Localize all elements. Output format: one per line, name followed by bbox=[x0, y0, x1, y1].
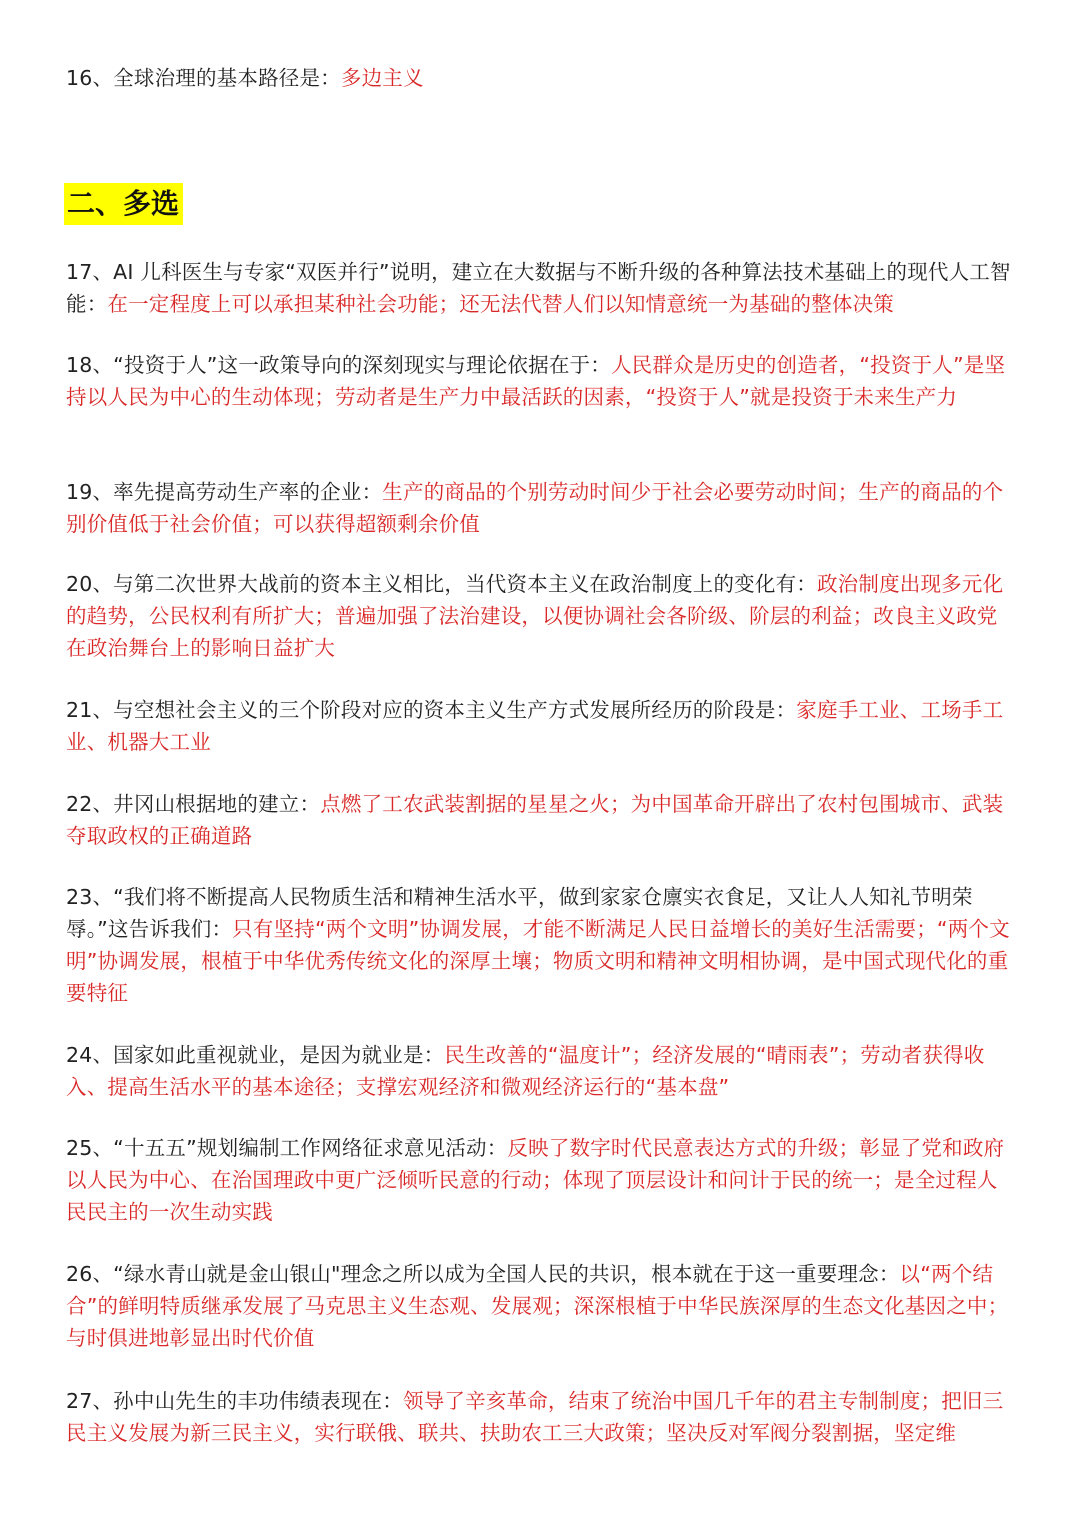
question-item-18 bbox=[66, 349, 1016, 413]
question-item-20 bbox=[66, 568, 1016, 664]
question-item-27 bbox=[66, 1385, 1016, 1449]
question-item-22 bbox=[66, 788, 1016, 852]
answer-text: 以“两个结合”的鲜明特质继承发展了马克思主义生态观、发展观；深深根植于中华民族深厚的生态文化基因之中；与时俱进地彰显出时代价值 bbox=[66, 1262, 1009, 1350]
question-text: 17、AI 儿科医生与专家“双医并行”说明，建立在大数据与不断升级的各种算法技术基础上的现代人工智能： bbox=[66, 260, 1011, 316]
question-text: 16、全球治理的基本路径是： bbox=[66, 66, 341, 90]
question-text: 20、与第二次世界大战前的资本主义相比，当代资本主义在政治制度上的变化有： bbox=[66, 572, 817, 596]
question-text: 22、井冈山根据地的建立： bbox=[66, 792, 321, 816]
question-text: 18、“投资于人”这一政策导向的深刻现实与理论依据在于： bbox=[66, 353, 611, 377]
section-heading: 二、多选 bbox=[64, 183, 183, 225]
question-item-16 bbox=[66, 62, 1016, 94]
question-text: 23、“我们将不断提高人民物质生活和精神生活水平，做到家家仓廪实衣食足，又让人人知礼节明荣辱。”这告诉我们： bbox=[66, 885, 973, 941]
question-text: 19、率先提高劳动生产率的企业： bbox=[66, 480, 383, 504]
answer-text: 生产的商品的个别劳动时间少于社会必要劳动时间；生产的商品的个别价值低于社会价值；可以获得超额剩余价值 bbox=[66, 480, 1004, 536]
answer-text: 只有坚持“两个文明”协调发展，才能不断满足人民日益增长的美好生活需要；“两个文明”协调发展，根植于中华优秀传统文化的深厚土壤；物质文明和精神文明相协调，是中国式现代化的重要特征 bbox=[66, 917, 1010, 1005]
answer-text: 点燃了工农武装割据的星星之火；为中国革命开辟出了农村包围城市、武装夺取政权的正确道路 bbox=[66, 792, 1004, 848]
question-item-19 bbox=[66, 476, 1016, 540]
question-item-17 bbox=[66, 256, 1016, 320]
question-item-21 bbox=[66, 694, 1016, 758]
answer-text: 反映了数字时代民意表达方式的升级；彰显了党和政府以人民为中心、在治国理政中更广泛倾听民意的行动；体现了顶层设计和问计于民的统一；是全过程人民民主的一次生动实践 bbox=[66, 1136, 1005, 1224]
question-text: 24、国家如此重视就业，是因为就业是： bbox=[66, 1043, 445, 1067]
question-item-24 bbox=[66, 1039, 1016, 1103]
answer-text: 家庭手工业、工场手工业、机器大工业 bbox=[66, 698, 1004, 754]
answer-text: 民生改善的“温度计”；经济发展的“晴雨表”；劳动者获得收入、提高生活水平的基本途径；支撑宏观经济和微观经济运行的“基本盘” bbox=[66, 1043, 985, 1099]
question-item-26 bbox=[66, 1258, 1016, 1354]
answer-text: 多边主义 bbox=[340, 66, 424, 90]
question-text: 21、与空想社会主义的三个阶段对应的资本主义生产方式发展所经历的阶段是： bbox=[66, 698, 797, 722]
question-text: 27、孙中山先生的丰功伟绩表现在： bbox=[66, 1389, 403, 1413]
answer-text: 人民群众是历史的创造者，“投资于人”是坚持以人民为中心的生动体现；劳动者是生产力中最活跃的因素，“投资于人”就是投资于未来生产力 bbox=[66, 353, 1006, 409]
question-item-25 bbox=[66, 1132, 1016, 1228]
answer-text: 政治制度出现多元化的趋势，公民权利有所扩大；普遍加强了法治建设，以便协调社会各阶级、阶层的利益；改良主义政党在政治舞台上的影响日益扩大 bbox=[66, 572, 1004, 660]
answer-text: 在一定程度上可以承担某种社会功能；还无法代替人们以知情意统一为基础的整体决策 bbox=[107, 292, 895, 316]
question-item-23 bbox=[66, 881, 1016, 1009]
answer-text: 领导了辛亥革命，结束了统治中国几千年的君主专制制度；把旧三民主义发展为新三民主义，实行联俄、联共、扶助农工三大政策；坚决反对军阀分裂割据，坚定维 bbox=[66, 1389, 1004, 1445]
question-text: 25、“十五五”规划编制工作网络征求意见活动： bbox=[66, 1136, 508, 1160]
question-text: 26、“绿水青山就是金山银山"理念之所以成为全国人民的共识，根本就在于这一重要理念： bbox=[66, 1262, 900, 1286]
